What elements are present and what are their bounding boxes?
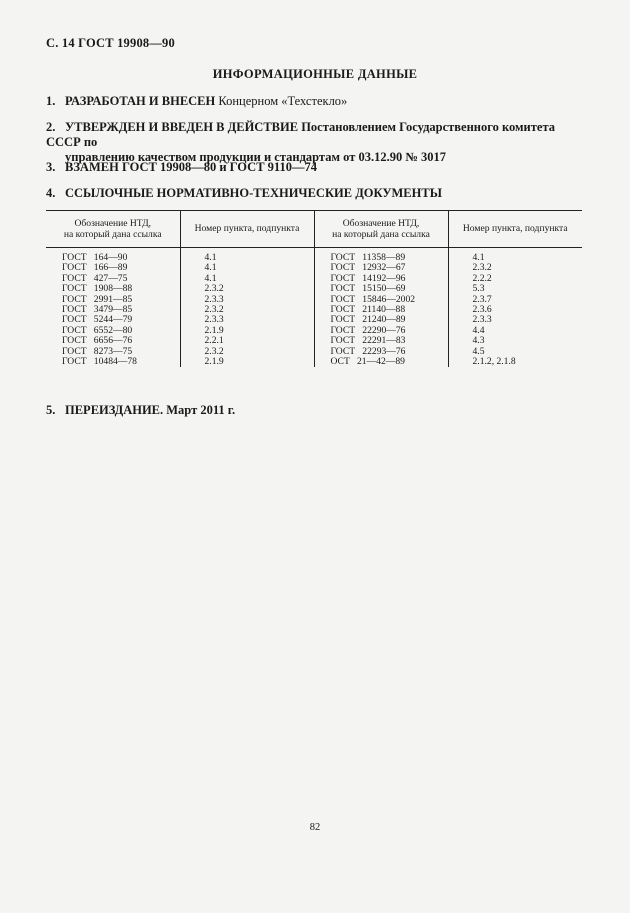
cell-section (180, 305, 314, 315)
document-designation: ГОСТ 21240—89 (330, 314, 406, 326)
document-designation: ГОСТ 15846—2002 (330, 293, 416, 305)
document-designation: ОСТ 21—42—89 (330, 356, 405, 368)
document-designation: ГОСТ 8273—75 (62, 345, 133, 357)
info-item-2 (46, 120, 591, 165)
document-designation: ГОСТ 12932—67 (330, 262, 406, 274)
cell-section (180, 295, 314, 305)
section-number: 2.3.2 (472, 262, 492, 274)
cell-section (180, 248, 314, 264)
item-heading: РАЗРАБОТАН И ВНЕСЕН (65, 94, 216, 108)
section-number: 2.2.1 (204, 335, 224, 347)
document-designation: ГОСТ 2991—85 (62, 293, 133, 305)
document-designation: ГОСТ 5244—79 (62, 314, 133, 326)
col-header-section: Номер пункта, подпункта (448, 211, 582, 248)
col-header-section: Номер пункта, подпункта (180, 211, 314, 248)
cell-section (180, 284, 314, 294)
col-header-doc (46, 211, 180, 248)
cell-section (180, 315, 314, 325)
document-designation: ГОСТ 1908—88 (62, 283, 133, 295)
reference-documents-table (46, 210, 582, 367)
item-number: 2. (46, 120, 56, 134)
cell-document (46, 248, 180, 264)
cell-document (314, 248, 448, 264)
section-number: 2.3.3 (472, 314, 492, 326)
section-title: ИНФОРМАЦИОННЫЕ ДАННЫЕ (212, 67, 418, 81)
document-designation: ГОСТ 22293—76 (330, 345, 406, 357)
page-number: 82 (309, 822, 321, 833)
item-number: 1. (46, 94, 56, 108)
table-row (46, 248, 582, 264)
item-text: Концерном «Техстекло» (215, 94, 348, 108)
table-header-row (46, 211, 582, 248)
section-number: 2.3.6 (472, 304, 492, 316)
cell-section (448, 284, 582, 294)
document-designation: ГОСТ 166—89 (62, 262, 128, 274)
document-designation: ГОСТ 164—90 (62, 252, 128, 263)
section-number: 2.1.9 (204, 324, 224, 336)
cell-section (448, 336, 582, 346)
cell-section (180, 274, 314, 284)
section-number: 4.4 (472, 324, 485, 336)
item-heading: ВЗАМЕН ГОСТ 19908—80 и ГОСТ 9110—74 (65, 160, 317, 174)
document-designation: ГОСТ 6552—80 (62, 324, 133, 336)
info-item-1 (46, 94, 591, 109)
section-number: 4.3 (472, 335, 485, 347)
item-text: Постановлением Государственного комитета СССР по (46, 120, 555, 149)
header-line: на который дана ссылка (332, 229, 430, 240)
section-number: 4.1 (204, 272, 217, 284)
header-line: Обозначение НТД, (342, 217, 420, 229)
section-number: 2.2.2 (472, 272, 492, 284)
document-designation: ГОСТ 11358—89 (330, 252, 406, 263)
section-number: 2.3.2 (204, 304, 224, 316)
document-designation: ГОСТ 21140—88 (330, 304, 406, 316)
cell-section (448, 315, 582, 325)
section-number: 5.3 (472, 283, 485, 295)
info-item-4 (46, 186, 591, 201)
item-text-continuation: управлению качеством продукции и стандартам от 03.12.90 № 3017 (65, 150, 447, 164)
section-number: 4.1 (204, 262, 217, 274)
cell-section (180, 357, 314, 367)
section-number: 2.1.9 (204, 356, 224, 368)
document-designation: ГОСТ 10484—78 (62, 356, 137, 368)
page-header: С. 14 ГОСТ 19908—90 (46, 36, 175, 50)
info-item-3 (46, 160, 591, 175)
cell-section (448, 305, 582, 315)
section-number: 2.3.7 (472, 293, 492, 305)
document-designation: ГОСТ 427—75 (62, 272, 128, 284)
document-designation: ГОСТ 6656—76 (62, 335, 133, 347)
document-designation: ГОСТ 3479—85 (62, 304, 133, 316)
cell-section (448, 326, 582, 336)
cell-section (180, 326, 314, 336)
document-designation: ГОСТ 22290—76 (330, 324, 406, 336)
col-header-doc (314, 211, 448, 248)
section-number: 4.1 (472, 252, 485, 263)
cell-section (448, 357, 582, 367)
item-number: 3. (46, 160, 56, 174)
cell-document (314, 357, 448, 367)
section-number: 2.3.3 (204, 314, 224, 326)
section-number: 2.3.3 (204, 293, 224, 305)
header-line: на который дана ссылка (63, 229, 162, 240)
info-item-5 (46, 403, 591, 418)
cell-section (448, 248, 582, 264)
item-heading: ПЕРЕИЗДАНИЕ. Март 2011 г. (65, 403, 236, 417)
document-designation: ГОСТ 14192—96 (330, 272, 406, 284)
cell-section (180, 347, 314, 357)
item-heading: УТВЕРЖДЕН И ВВЕДЕН В ДЕЙСТВИЕ (65, 120, 299, 134)
cell-section (180, 263, 314, 273)
section-number: 2.3.2 (204, 345, 224, 357)
cell-document (46, 357, 180, 367)
item-heading: ССЫЛОЧНЫЕ НОРМАТИВНО-ТЕХНИЧЕСКИЕ ДОКУМЕНТЫ (65, 186, 442, 200)
item-number: 5. (46, 403, 56, 417)
cell-section (448, 263, 582, 273)
cell-section (448, 274, 582, 284)
section-number: 4.1 (204, 252, 217, 263)
header-line: Обозначение НТД, (74, 217, 152, 229)
cell-section (180, 336, 314, 346)
document-designation: ГОСТ 22291—83 (330, 335, 406, 347)
document-designation: ГОСТ 15150—69 (330, 283, 406, 295)
table-body (46, 248, 582, 368)
item-number: 4. (46, 186, 56, 200)
section-number: 2.1.2, 2.1.8 (472, 356, 516, 368)
section-number: 4.5 (472, 345, 485, 357)
section-number: 2.3.2 (204, 283, 224, 295)
table-row (46, 357, 582, 367)
cell-section (448, 295, 582, 305)
